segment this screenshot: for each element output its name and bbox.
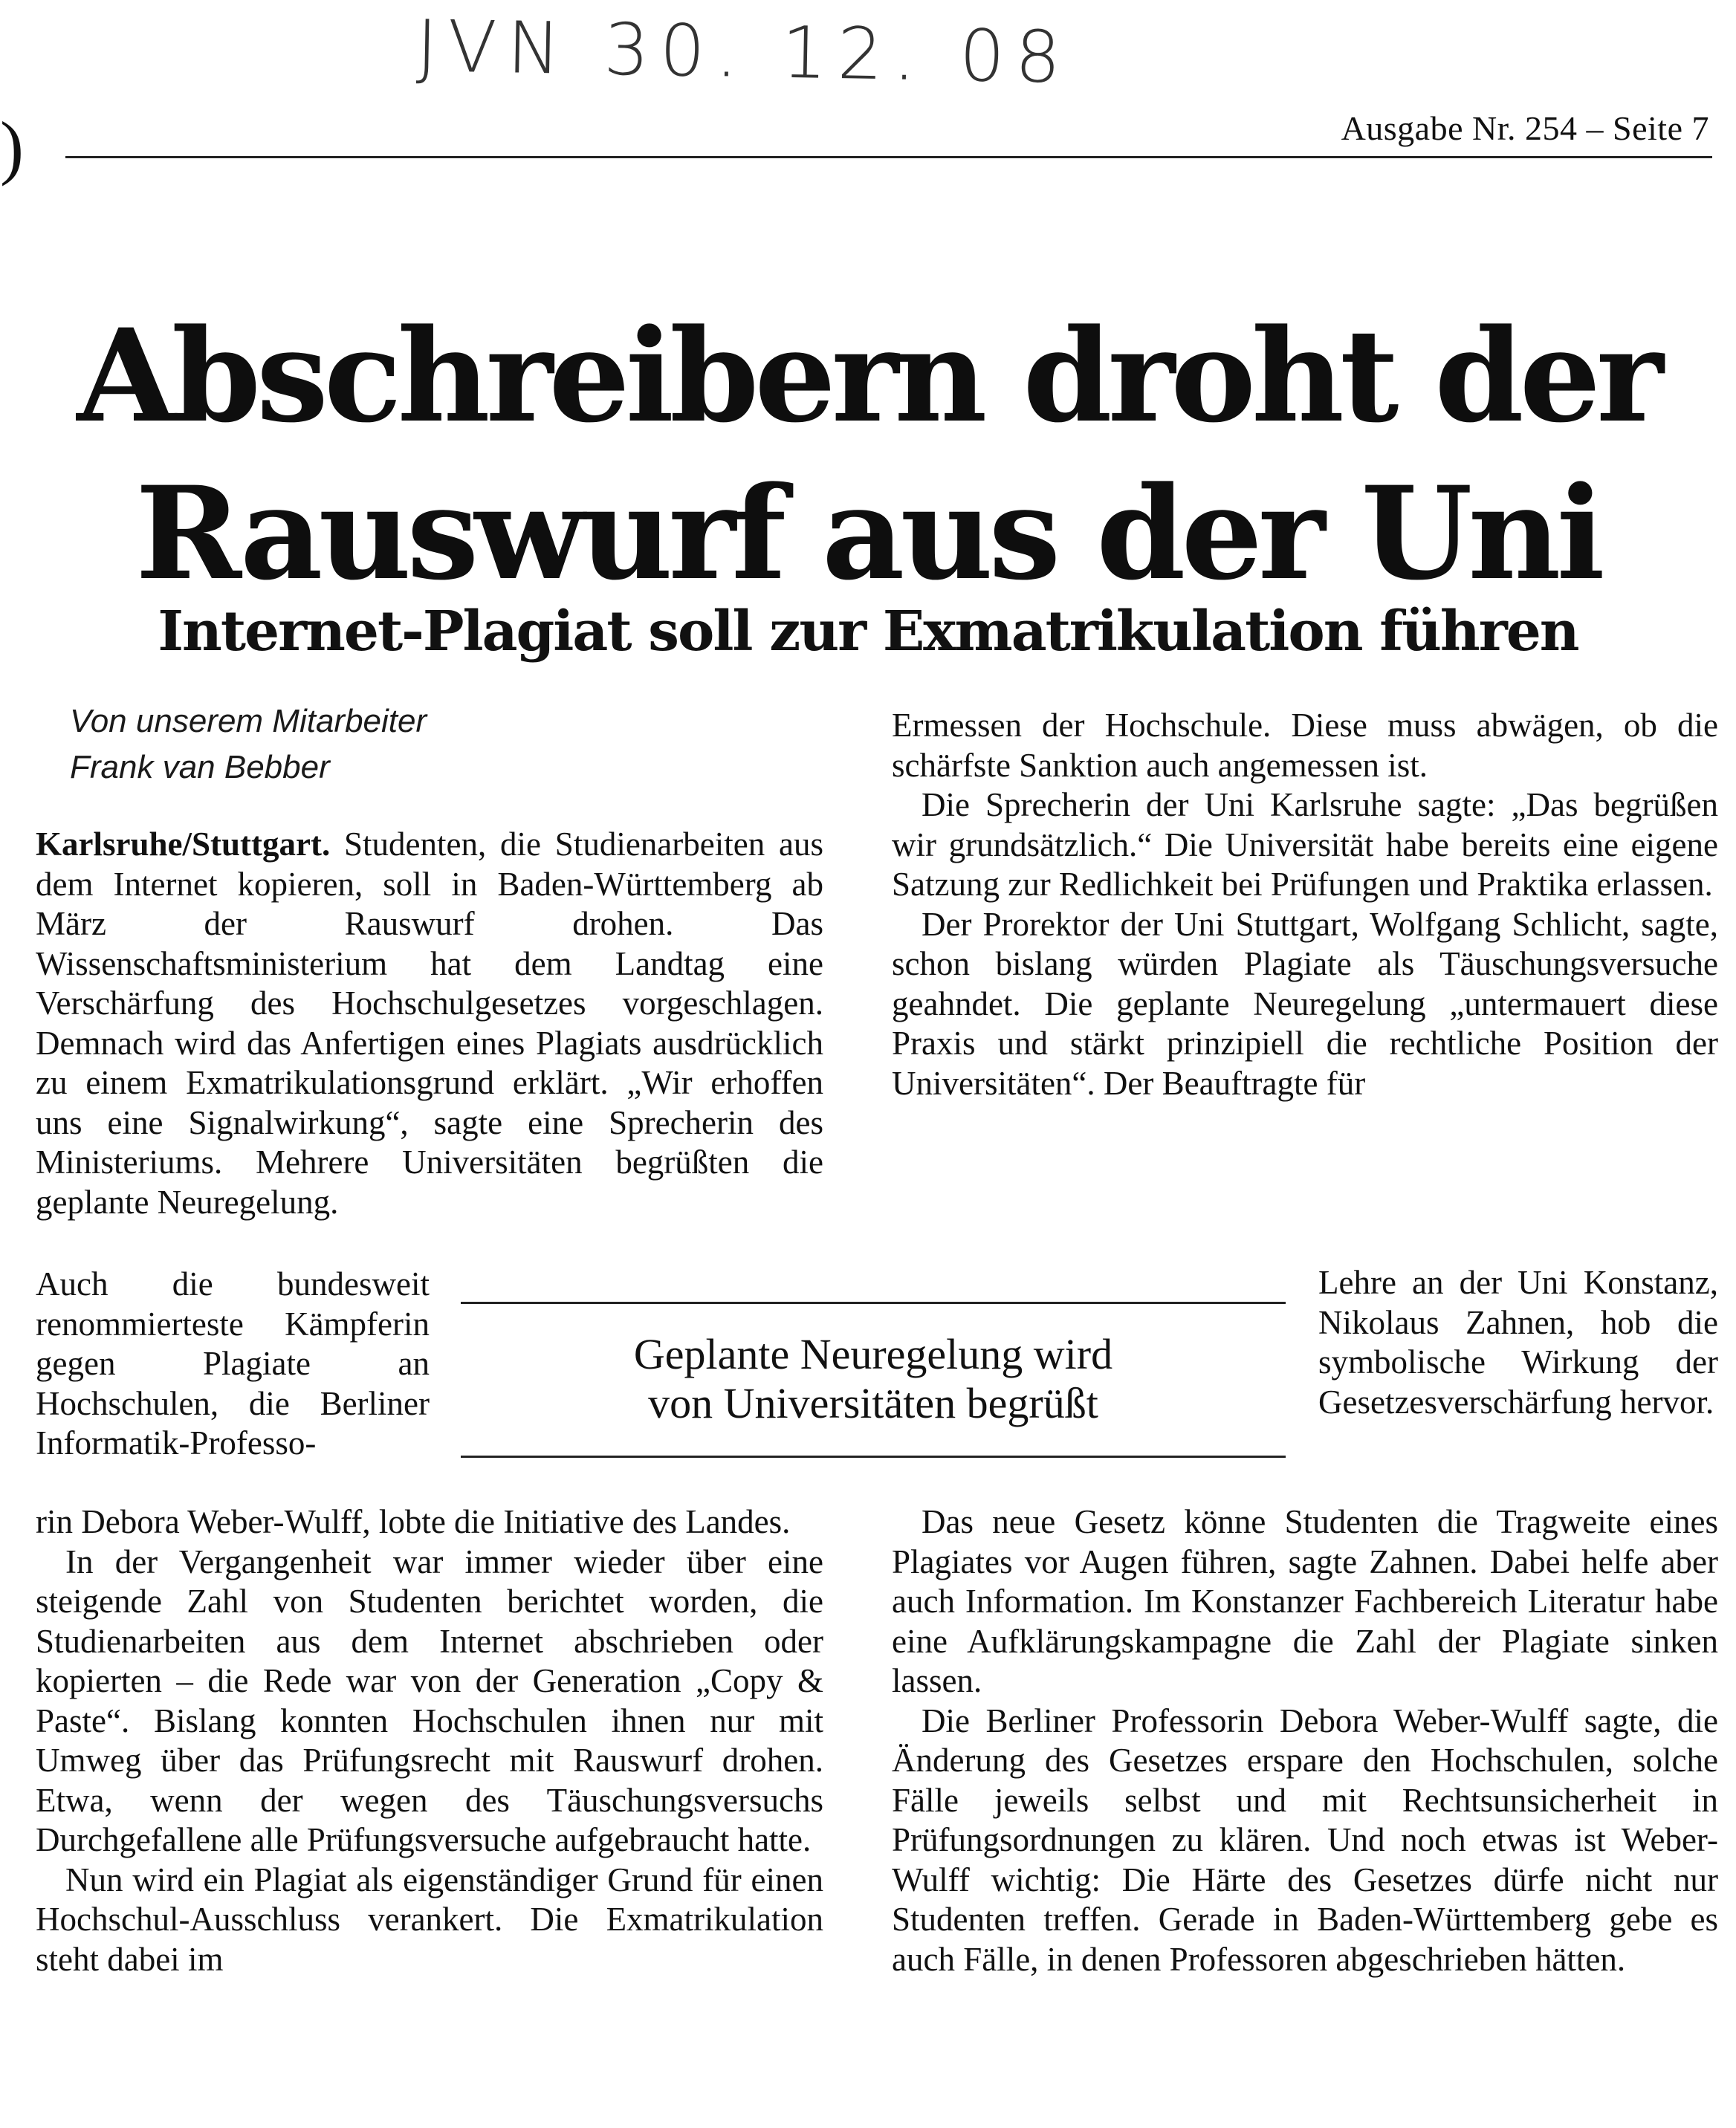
byline-author: Frank van Bebber — [70, 749, 330, 785]
paragraph-1-text: Studenten, die Studienarbeiten aus dem Internet kopieren, soll in Baden-Württemberg ab März der Rauswurf drohen. Das Wissenschaftsministerium hat dem Landtag eine Verschärfung des Hochschulgesetzes vorgeschlagen. Demnach wird das Anfertigen eines Plagiats ausdrücklich zu einem Exmatrikulationsgrund erklärt. „Wir erhoffen uns eine Signalwirkung“, sagte eine Sprecherin des Ministeriums. Mehrere Universitäten begrüßten die geplante Neuregelung. — [36, 825, 823, 1221]
left-column-narrow — [36, 1265, 430, 1464]
headline-line-1: Abschreibern droht der — [77, 300, 1659, 451]
right-paragraph-1: Die Sprecherin der Uni Karlsruhe sagte: „Das begrüßen wir grundsätzlich.“ Die Universität habe bereits eine eigene Satzung zur Redlichkeit bei Prüfungen und Praktika erlassen. — [892, 786, 1718, 903]
clipping-edge-bracket: ) — [0, 107, 24, 186]
right-paragraph-2: Der Prorektor der Uni Stuttgart, Wolfgang Schlicht, sagte, schon bislang würden Plagiate als Täuschungsversuche geahndet. Die geplante Neuregelung „untermauert diese Praxis und stärkt prinzipiell die rechtliche Position der Universitäten“. Der Beauftragte für — [892, 905, 1718, 1102]
pull-quote-line-2: von Universitäten begrüßt — [648, 1379, 1098, 1427]
byline-role: Von unserem Mitarbeiter — [70, 703, 427, 739]
top-rule — [65, 156, 1712, 158]
left-column-top — [36, 825, 823, 1222]
right-column-narrow — [1318, 1263, 1718, 1422]
right-paragraph-4: Die Berliner Professorin Debora Weber-Wulff sagte, die Änderung des Gesetzes erspare den Hochschulen, solche Fälle jeweils selbst und mit Rechtsunsicherheit in Prüfungsordnungen zu klären. Und noch etwas ist Weber-Wulff wichtig: Die Härte des Gesetzes dürfe nicht nur Studenten treffen. Gerade in Baden-Württemberg gebe es auch Fälle, in denen Professoren abgeschrieben hätten. — [892, 1702, 1718, 1978]
article-paragraph-3: Nun wird ein Plagiat als eigenständiger Grund für einen Hochschul-Ausschluss verankert. Die Exmatrikulation steht dabei im — [36, 1861, 823, 1978]
headline — [45, 297, 1691, 612]
left-column-bottom — [36, 1502, 823, 1979]
right-column-top — [892, 706, 1718, 1103]
pull-quote-box — [461, 1302, 1286, 1458]
handwritten-note: JVN 30. 12. 08 — [415, 4, 1072, 100]
article-paragraph-2: In der Vergangenheit war immer wieder über eine steigende Zahl von Studenten berichtet worden, die Studienarbeiten aus dem Internet abschrieben oder kopierten – die Rede war von der Generation „Copy & Paste“. Bislang konnten Hochschulen ihnen nur mit Umweg über das Prüfungsrecht mit Rauswurf drohen. Etwa, wenn der wegen des Täuschungsversuchs Durchgefallene alle Prüfungsversuche aufgebraucht hatte. — [36, 1543, 823, 1858]
subheadline: Internet-Plagiat soll zur Exmatrikulation führen — [158, 600, 1578, 664]
paragraph-1-end: rin Debora Weber-Wulff, lobte die Initiative des Landes. — [36, 1503, 791, 1540]
pull-quote-line-1: Geplante Neuregelung wird — [633, 1330, 1113, 1378]
right-column-bottom — [892, 1502, 1718, 1979]
pull-quote — [461, 1330, 1286, 1428]
paragraph-1-continued: Auch die bundesweit renommierteste Kämpferin gegen Plagiate an Hochschulen, die Berliner Informatik-Professo- — [36, 1265, 430, 1462]
pull-quote-bottom-rule — [461, 1456, 1286, 1458]
dateline: Karlsruhe/Stuttgart. — [36, 825, 331, 863]
article-paragraph-1 — [36, 825, 823, 1222]
byline — [70, 698, 427, 791]
pull-quote-top-rule — [461, 1302, 1286, 1304]
right-paragraph-0: Ermessen der Hochschule. Diese muss abwägen, ob die schärfste Sanktion auch angemessen ist. — [892, 707, 1718, 784]
issue-info: Ausgabe Nr. 254 – Seite 7 — [1341, 109, 1709, 147]
headline-line-2: Rauswurf aus der Uni — [135, 458, 1601, 609]
right-paragraph-2-continued: Lehre an der Uni Konstanz, Nikolaus Zahnen, hob die symbolische Wirkung der Gesetzesverschärfung hervor. — [1318, 1264, 1718, 1421]
right-paragraph-3: Das neue Gesetz könne Studenten die Tragweite eines Plagiates vor Augen führen, sagte Zahnen. Dabei helfe aber auch Information. Im Konstanzer Fachbereich Literatur habe eine Aufklärungskampagne die Zahl der Plagiate sinken lassen. — [892, 1503, 1718, 1699]
